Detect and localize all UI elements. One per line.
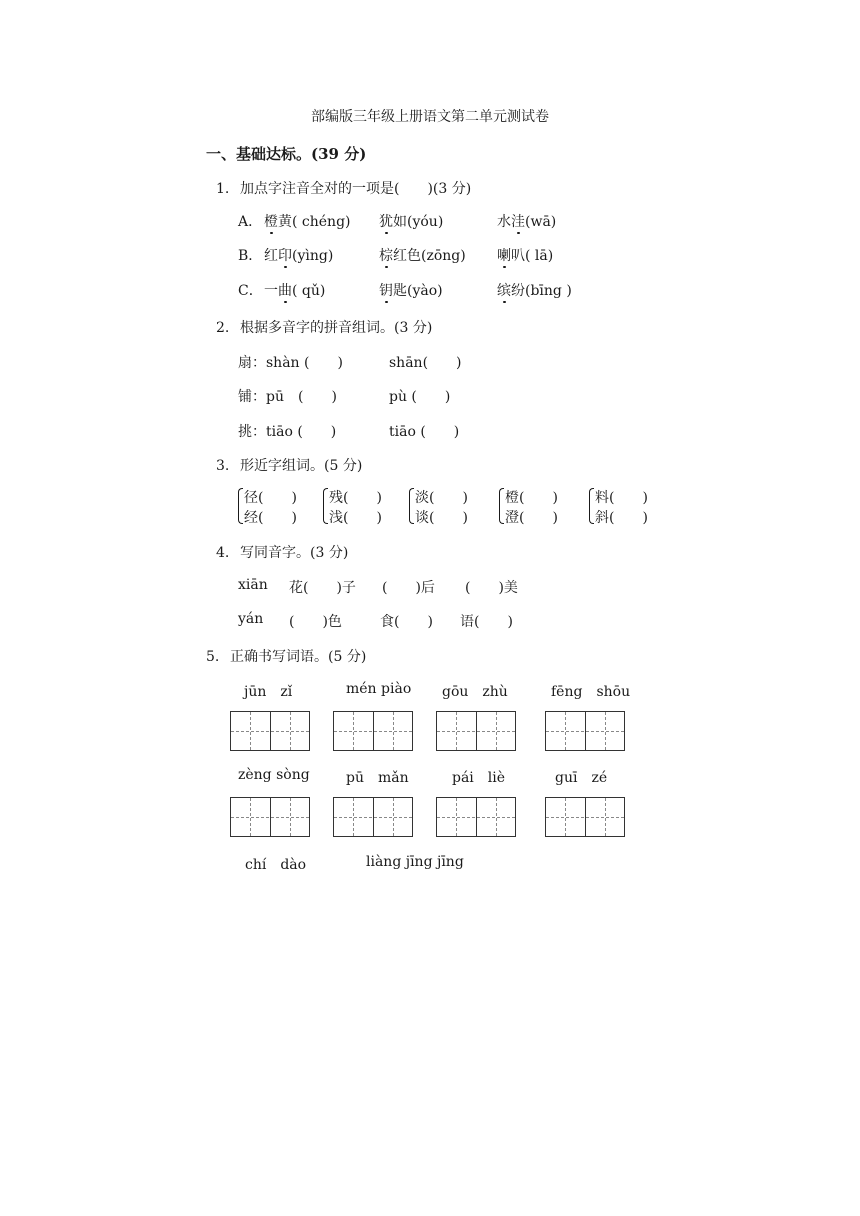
- option-c-item-3: 缤纷(bīng ): [497, 280, 572, 300]
- pinyin-prompt: pái liè: [452, 770, 506, 786]
- pinyin-prompt: liàng jīng jīng: [366, 854, 464, 870]
- writing-grid[interactable]: [230, 797, 310, 837]
- polyphone-row-1: 扇：shàn ( ): [238, 355, 343, 371]
- polyphone-row-3: 挑：tiāo ( ): [238, 424, 337, 440]
- question-1: [216, 178, 471, 198]
- similar-char-group-3: 淡( ) 谈( ): [409, 487, 489, 525]
- option-a-item-3: 水洼(wā): [497, 211, 556, 231]
- pinyin-prompt: jūn zǐ: [244, 684, 293, 700]
- polyphone-row-2-b: pù ( ): [389, 389, 451, 405]
- question-number: 1.: [216, 181, 230, 197]
- writing-grid[interactable]: [230, 711, 310, 751]
- homophone-1c: ( )美: [465, 580, 518, 596]
- similar-char-group-1: 径( ) 经( ): [238, 487, 318, 525]
- dotted-char: 印(yìng): [278, 248, 333, 264]
- similar-char-group-4: 橙( ) 澄( ): [499, 487, 579, 525]
- similar-char-group-2: 残( ) 浅( ): [323, 487, 403, 525]
- polyphone-row-1-b: shān( ): [389, 355, 462, 371]
- pinyin-prompt: mén piào: [346, 681, 412, 697]
- page-title: 部编版三年级上册语文第二单元测试卷: [311, 109, 549, 125]
- pinyin-prompt: chí dào: [245, 857, 307, 873]
- question-prompt: 写同音字。(3 分): [240, 545, 349, 561]
- pinyin-prompt: gōu zhù: [442, 684, 508, 700]
- option-a-item-1: 橙黄( chéng): [264, 211, 351, 231]
- section-heading: 一、基础达标。(39 分): [206, 145, 367, 163]
- dotted-char: 曲( qǔ): [278, 283, 325, 299]
- pinyin-prompt: zèng sòng: [238, 767, 310, 783]
- homophone-2b: 食( ): [380, 614, 433, 630]
- brace: [589, 488, 594, 524]
- question-number: 3.: [216, 458, 230, 474]
- question-4: [216, 542, 348, 562]
- pinyin-prompt: pū mǎn: [346, 770, 409, 786]
- question-number: 2.: [216, 320, 230, 336]
- homophone-2a: ( )色: [289, 614, 342, 630]
- option-b-item-3: 喇叭( lā): [497, 245, 553, 265]
- option-a-item-2: 犹如(yóu): [379, 211, 443, 231]
- dotted-char: 洼(wā): [511, 214, 556, 230]
- homophone-pinyin-2: yán: [238, 611, 264, 627]
- option-c-label: C．: [238, 283, 263, 299]
- homophone-2c: 语( ): [460, 614, 513, 630]
- option-c-item-1: 一曲( qǔ): [264, 280, 325, 300]
- brace: [323, 488, 328, 524]
- option-a-label: A．: [238, 214, 263, 230]
- option-b-item-2: 棕红色(zōng): [379, 245, 466, 265]
- question-number: 5.: [206, 649, 220, 665]
- question-prompt: 根据多音字的拼音组词。(3 分): [240, 320, 433, 336]
- option-c-item-2: 钥匙(yào): [379, 280, 443, 300]
- writing-grid[interactable]: [545, 797, 625, 837]
- pinyin-prompt: fēng shōu: [551, 684, 631, 700]
- homophone-1b: ( )后: [382, 580, 435, 596]
- writing-grid[interactable]: [333, 711, 413, 751]
- question-prompt: 正确书写词语。(5 分): [230, 649, 367, 665]
- homophone-pinyin-1: xiān: [238, 577, 268, 593]
- question-prompt: 形近字组词。(5 分): [240, 458, 363, 474]
- option-b-item-1: 红印(yìng): [264, 245, 333, 265]
- question-prompt: 加点字注音全对的一项是( )(3 分): [240, 181, 472, 197]
- writing-grid[interactable]: [436, 797, 516, 837]
- option-b-label: B．: [238, 248, 263, 264]
- similar-char-group-5: 料( ) 斜( ): [589, 487, 669, 525]
- polyphone-row-3-b: tiāo ( ): [389, 424, 460, 440]
- brace: [238, 488, 243, 524]
- pinyin-prompt: guī zé: [555, 770, 608, 786]
- homophone-1a: 花( )子: [289, 580, 356, 596]
- question-2: [216, 317, 432, 337]
- writing-grid[interactable]: [333, 797, 413, 837]
- question-5: [206, 646, 366, 666]
- polyphone-row-2: 铺：pū ( ): [238, 389, 337, 405]
- question-number: 4.: [216, 545, 230, 561]
- writing-grid[interactable]: [545, 711, 625, 751]
- question-3: [216, 455, 362, 475]
- brace: [409, 488, 414, 524]
- brace: [499, 488, 504, 524]
- writing-grid[interactable]: [436, 711, 516, 751]
